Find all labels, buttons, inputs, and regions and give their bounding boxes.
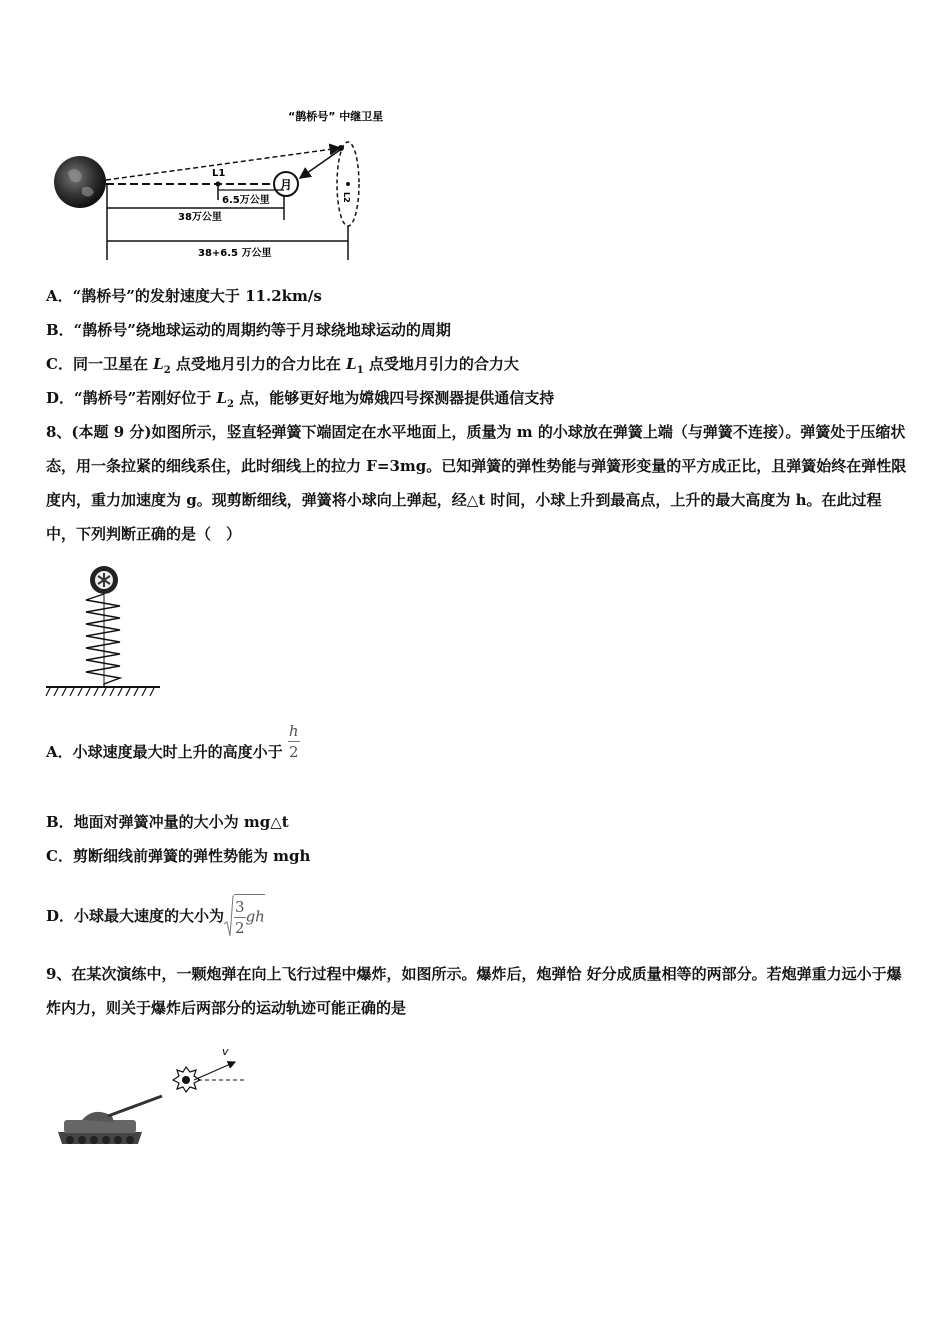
q7-option-c: C．同一卫星在 $L_2$ 点受地月引力的合力比在 $L_1$ 点受地月引力的合力大 [46, 355, 519, 376]
sqrt-sign-icon [224, 894, 234, 938]
q8-option-c: C．剪断细线前弹簧的弹性势能为 mgh [46, 847, 311, 865]
dist-65-label: 6.5万公里 [222, 195, 270, 206]
earth-moon-relay-diagram [40, 100, 420, 265]
satellite-icon [338, 145, 344, 151]
q7-option-b: B．“鹊桥号”绕地球运动的周期约等于月球绕地球运动的周期 [46, 321, 451, 339]
dist-38-label: 38万公里 [178, 212, 222, 223]
q7-option-d: D．“鹊桥号”若刚好位于 $L_2$ 点，能够更好地为嫦娥四号探测器提供通信支持 [46, 389, 555, 410]
l2-label: L2 [342, 192, 351, 203]
fraction-h-over-2: $\frac{h}{2}$ [288, 721, 299, 761]
tank-icon [58, 1096, 162, 1144]
satellite-label: “鹊桥号” 中继卫星 [288, 110, 384, 123]
q8-option-b: B．地面对弹簧冲量的大小为 mg△t [46, 813, 289, 831]
tank-explosion-figure [50, 1040, 250, 1160]
l1-label: L1 [212, 168, 226, 179]
dist-total-label: 38+6.5 万公里 [198, 248, 272, 259]
velocity-label: v [222, 1045, 229, 1058]
q8-stem: 8、(本题 9 分)如图所示，竖直轻弹簧下端固定在水平地面上，质量为 m 的小球放在弹簧上端（与弹簧不连接）。弹簧处于压缩状态，用一条拉紧的细线系住，此时细线上的拉力 F=3mg。已知弹簧的弹性势能与弹簧形变量的平方成正比，且弹簧始终在弹性限度内，重力加速度为 g。现剪断细线，弹簧将小球向上弹起，经△t 时间，小球上升到最高点，上升的最大高度为 h。在此过程中，下列判断正确的是（ ） [46, 423, 907, 543]
earth-icon [54, 156, 106, 208]
moon-label: 月 [280, 178, 293, 192]
q8-option-d: D．小球最大速度的大小为 $\frac{3}{2}$ gh [46, 894, 265, 938]
fraction-3-over-2: $\frac{3}{2}$ [235, 898, 245, 937]
q9-stem: 9、在某次演练中，一颗炮弹在向上飞行过程中爆炸，如图所示。爆炸后，炮弹恰 好分成质量相等的两部分。若炮弹重力远小于爆炸内力，则关于爆炸后两部分的运动轨迹可能正确的是 [46, 965, 902, 1017]
spring-icon [86, 594, 120, 686]
q8-option-a: A．小球速度最大时上升的高度小于 $\frac{h}{2}$ [46, 721, 299, 761]
q7-option-a: A．“鹊桥号”的发射速度大于 11.2km/s [46, 287, 322, 305]
spring-ball-figure [44, 562, 164, 702]
